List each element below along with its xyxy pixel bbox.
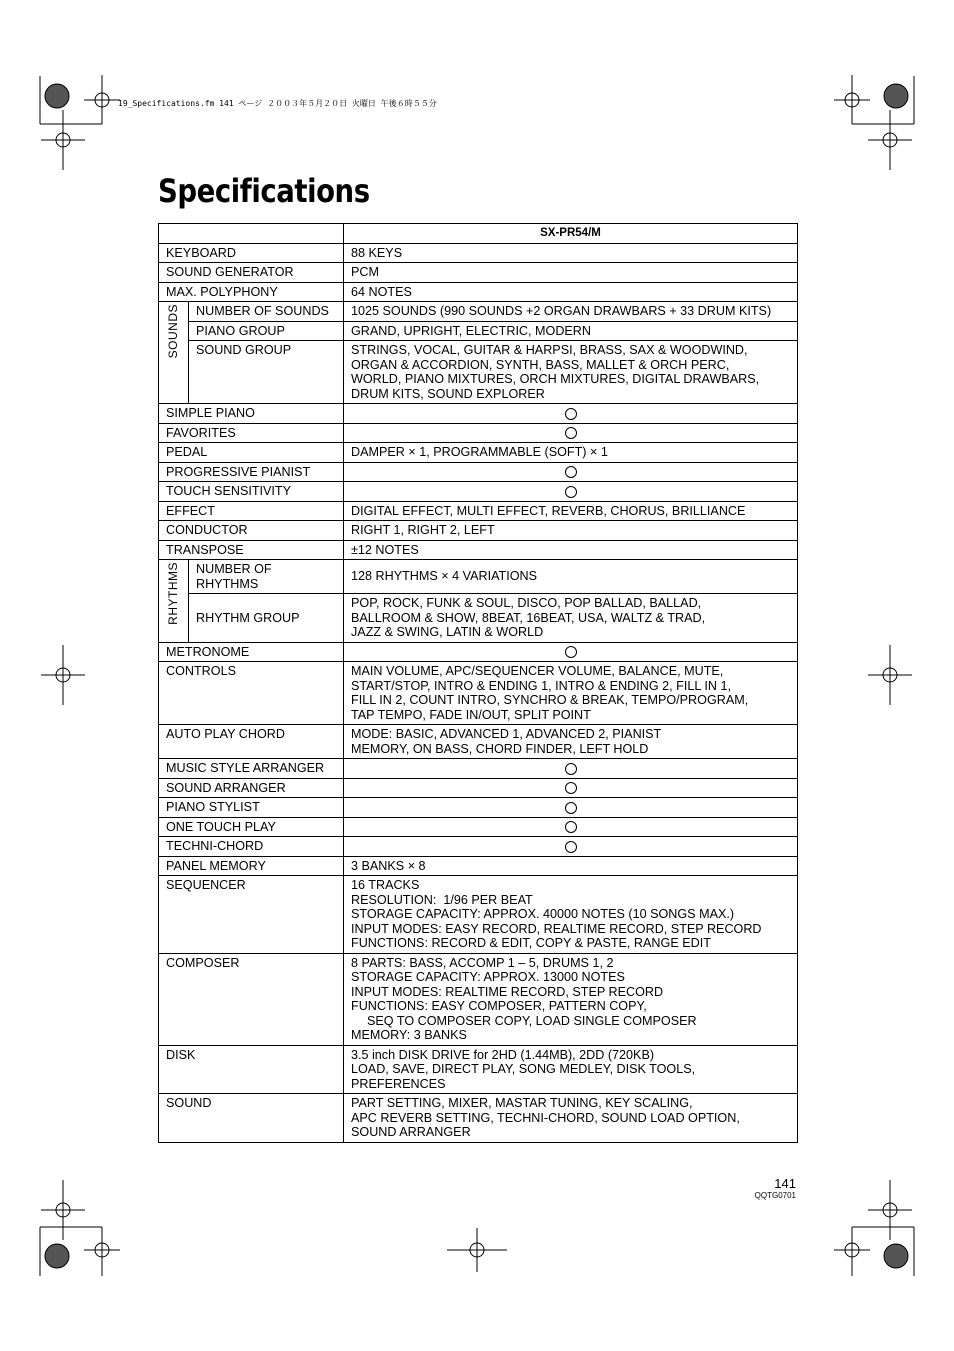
supported-circle-icon [565, 427, 577, 439]
value-line: LOAD, SAVE, DIRECT PLAY, SONG MEDLEY, DISK TOOLS, [351, 1062, 696, 1076]
row-label: TRANSPOSE [159, 540, 344, 560]
value-line: START/STOP, INTRO & ENDING 1, INTRO & ENDING 2, FILL IN 1, [351, 678, 731, 693]
value-line: STORAGE CAPACITY: APPROX. 40000 NOTES (10 SONGS MAX.) [351, 907, 735, 921]
value-line: 16 TRACKS [351, 878, 420, 892]
table-row [159, 341, 798, 404]
table-row [159, 443, 798, 463]
row-value [344, 798, 798, 818]
row-value [344, 837, 798, 857]
table-row [159, 540, 798, 560]
table-row [159, 642, 798, 662]
value-line: MAIN VOLUME, APC/SEQUENCER VOLUME, BALANCE, MUTE, [351, 664, 724, 678]
value-line: MEMORY, ON BASS, CHORD FINDER, LEFT HOLD [351, 741, 649, 756]
row-label: RHYTHM GROUP [189, 594, 344, 643]
row-value: DIGITAL EFFECT, MULTI EFFECT, REVERB, CHORUS, BRILLIANCE [344, 501, 798, 521]
table-row [159, 778, 798, 798]
table-row [159, 662, 798, 725]
row-label: MUSIC STYLE ARRANGER [159, 759, 344, 779]
value-line: DRUM KITS, SOUND EXPLORER [351, 386, 545, 401]
table-row [159, 759, 798, 779]
supported-circle-icon [565, 646, 577, 658]
table-row [159, 953, 798, 1045]
table-row [159, 404, 798, 424]
row-value [344, 1045, 798, 1094]
row-label [189, 560, 344, 594]
row-label: TECHNI-CHORD [159, 837, 344, 857]
label-line: RHYTHMS [196, 576, 259, 591]
table-row [159, 521, 798, 541]
row-label: PANEL MEMORY [159, 856, 344, 876]
row-label: NUMBER OF SOUNDS [189, 302, 344, 322]
row-value: 88 KEYS [344, 243, 798, 263]
row-value [344, 662, 798, 725]
row-value [344, 759, 798, 779]
row-label: DISK [159, 1045, 344, 1094]
row-label: SOUND GENERATOR [159, 263, 344, 283]
row-value: ±12 NOTES [344, 540, 798, 560]
row-value [344, 404, 798, 424]
value-line: RESOLUTION: 1/96 PER BEAT [351, 892, 533, 907]
rhythms-group-label: RHYTHMS [166, 562, 181, 625]
row-value [344, 642, 798, 662]
supported-circle-icon [565, 466, 577, 478]
value-line: STRINGS, VOCAL, GUITAR & HARPSI, BRASS, SAX & WOODWIND, [351, 343, 748, 357]
value-line: TAP TEMPO, FADE IN/OUT, SPLIT POINT [351, 707, 591, 722]
row-value [344, 778, 798, 798]
model-header: SX-PR54/M [344, 224, 798, 244]
document-code: QQTG0701 [754, 1191, 796, 1200]
row-value [344, 341, 798, 404]
row-label: FAVORITES [159, 423, 344, 443]
row-label: SEQUENCER [159, 876, 344, 954]
row-value [344, 482, 798, 502]
sounds-group-cell [159, 302, 189, 404]
row-value [344, 876, 798, 954]
value-line: PREFERENCES [351, 1076, 446, 1091]
supported-circle-icon [565, 763, 577, 775]
table-row [159, 462, 798, 482]
page-title: Specifications [158, 172, 370, 210]
row-value: 3 BANKS × 8 [344, 856, 798, 876]
table-row [159, 856, 798, 876]
value-line: INPUT MODES: EASY RECORD, REALTIME RECORD, STEP RECORD [351, 921, 762, 936]
row-label: SOUND GROUP [189, 341, 344, 404]
table-row [159, 482, 798, 502]
value-line: STORAGE CAPACITY: APPROX. 13000 NOTES [351, 970, 625, 984]
row-value [344, 817, 798, 837]
value-line: ORGAN & ACCORDION, SYNTH, BASS, MALLET & ORCH PERC, [351, 357, 730, 372]
value-line: POP, ROCK, FUNK & SOUL, DISCO, POP BALLAD, BALLAD, [351, 596, 702, 610]
table-row [159, 423, 798, 443]
table-row [159, 302, 798, 322]
row-value: RIGHT 1, RIGHT 2, LEFT [344, 521, 798, 541]
table-row [159, 798, 798, 818]
value-line: 8 PARTS: BASS, ACCOMP 1 – 5, DRUMS 1, 2 [351, 955, 614, 970]
supported-circle-icon [565, 821, 577, 833]
value-line: FILL IN 2, COUNT INTRO, SYNCHRO & BREAK, TEMPO/PROGRAM, [351, 693, 749, 707]
table-row [159, 594, 798, 643]
row-label: PEDAL [159, 443, 344, 463]
row-value [344, 953, 798, 1045]
row-label: SOUND ARRANGER [159, 778, 344, 798]
row-value: PCM [344, 263, 798, 283]
row-label: MAX. POLYPHONY [159, 282, 344, 302]
row-value [344, 725, 798, 759]
label-line: NUMBER OF [196, 562, 272, 576]
table-row [159, 837, 798, 857]
supported-circle-icon [565, 841, 577, 853]
specifications-table [158, 223, 798, 1143]
table-header-row [159, 224, 798, 244]
row-value: 64 NOTES [344, 282, 798, 302]
table-row [159, 1045, 798, 1094]
rhythms-group-cell [159, 560, 189, 643]
row-label: PROGRESSIVE PIANIST [159, 462, 344, 482]
value-line: 3.5 inch DISK DRIVE for 2HD (1.44MB), 2DD (720KB) [351, 1047, 655, 1062]
row-value: 128 RHYTHMS × 4 VARIATIONS [344, 560, 798, 594]
row-label: SOUND [159, 1094, 344, 1143]
table-row [159, 501, 798, 521]
table-row [159, 1094, 798, 1143]
row-label: COMPOSER [159, 953, 344, 1045]
row-label: AUTO PLAY CHORD [159, 725, 344, 759]
row-label: PIANO STYLIST [159, 798, 344, 818]
value-line: JAZZ & SWING, LATIN & WORLD [351, 625, 544, 639]
value-line: FUNCTIONS: EASY COMPOSER, PATTERN COPY, [351, 999, 647, 1013]
row-value: 1025 SOUNDS (990 SOUNDS +2 ORGAN DRAWBARS + 33 DRUM KITS) [344, 302, 798, 322]
table-row [159, 560, 798, 594]
row-label: CONTROLS [159, 662, 344, 725]
row-label: PIANO GROUP [189, 321, 344, 341]
table-row [159, 282, 798, 302]
row-label: ONE TOUCH PLAY [159, 817, 344, 837]
sounds-group-label: SOUNDS [166, 304, 181, 359]
file-header-line: 19_Specifications.fm 141 ページ ２００３年５月２０日 火曜日 午後６時５５分 [118, 99, 437, 108]
row-label: EFFECT [159, 501, 344, 521]
value-line: SEQ TO COMPOSER COPY, LOAD SINGLE COMPOSER [367, 1013, 697, 1028]
row-label: METRONOME [159, 642, 344, 662]
value-line: FUNCTIONS: RECORD & EDIT, COPY & PASTE, RANGE EDIT [351, 936, 711, 950]
header-blank-cell [159, 224, 344, 244]
table-row [159, 321, 798, 341]
row-label: KEYBOARD [159, 243, 344, 263]
value-line: PART SETTING, MIXER, MASTAR TUNING, KEY SCALING, [351, 1096, 693, 1110]
table-row [159, 725, 798, 759]
row-value [344, 462, 798, 482]
value-line: SOUND ARRANGER [351, 1125, 471, 1139]
value-line: BALLROOM & SHOW, 8BEAT, 16BEAT, USA, WALTZ & TRAD, [351, 610, 706, 625]
value-line: WORLD, PIANO MIXTURES, ORCH MIXTURES, DIGITAL DRAWBARS, [351, 372, 760, 386]
supported-circle-icon [565, 782, 577, 794]
value-line: MODE: BASIC, ADVANCED 1, ADVANCED 2, PIANIST [351, 727, 662, 741]
table-row [159, 243, 798, 263]
page-number: 141 [774, 1176, 796, 1191]
supported-circle-icon [565, 408, 577, 420]
table-row [159, 817, 798, 837]
supported-circle-icon [565, 486, 577, 498]
row-label: TOUCH SENSITIVITY [159, 482, 344, 502]
row-label: SIMPLE PIANO [159, 404, 344, 424]
value-line: INPUT MODES: REALTIME RECORD, STEP RECORD [351, 984, 664, 999]
row-value [344, 1094, 798, 1143]
value-line: MEMORY: 3 BANKS [351, 1028, 467, 1042]
table-row [159, 263, 798, 283]
supported-circle-icon [565, 802, 577, 814]
row-value: DAMPER × 1, PROGRAMMABLE (SOFT) × 1 [344, 443, 798, 463]
value-line: APC REVERB SETTING, TECHNI-CHORD, SOUND LOAD OPTION, [351, 1110, 740, 1125]
row-value [344, 423, 798, 443]
row-value: GRAND, UPRIGHT, ELECTRIC, MODERN [344, 321, 798, 341]
row-label: CONDUCTOR [159, 521, 344, 541]
table-row [159, 876, 798, 954]
row-value [344, 594, 798, 643]
